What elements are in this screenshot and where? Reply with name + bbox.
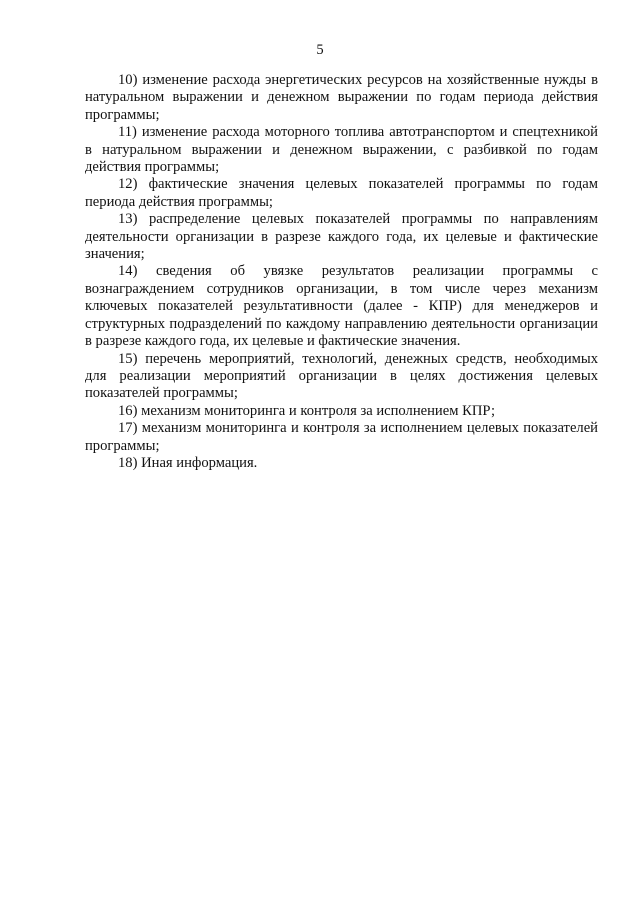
list-item-11: 11) изменение расхода моторного топлива автотранспортом и спецтехникой в натуральном выражении и денежном выражении, с разбивкой по годам действия программы; [85, 124, 598, 176]
page-number: 5 [316, 42, 324, 58]
document-body [85, 72, 598, 472]
list-item-15: 15) перечень мероприятий, технологий, денежных средств, необходимых для реализации мероприятий организации в целях достижения целевых показателей программы; [85, 350, 598, 402]
list-item-14: 14) сведения об увязке результатов реализации программы с вознаграждением сотрудников организации, в том числе через механизм ключевых показателей результативности (далее - КПР) для менеджеров и структурных подразделений по каждому направлению деятельности организации в разрезе каждого года, их целевые и фактические значения. [85, 263, 598, 350]
list-item-17: 17) механизм мониторинга и контроля за исполнением целевых показателей программы; [85, 420, 598, 454]
list-item-18: 18) Иная информация. [118, 454, 258, 471]
list-item-10: 10) изменение расхода энергетических ресурсов на хозяйственные нужды в натуральном выражении и денежном выражении по годам периода действия программы; [85, 72, 598, 123]
list-item-16: 16) механизм мониторинга и контроля за исполнением КПР; [118, 402, 496, 419]
list-item-13: 13) распределение целевых показателей программы по направлениям деятельности организации в разрезе каждого года, их целевые и фактические значения; [85, 211, 598, 263]
list-item-12: 12) фактические значения целевых показателей программы по годам периода действия программы; [85, 176, 598, 210]
